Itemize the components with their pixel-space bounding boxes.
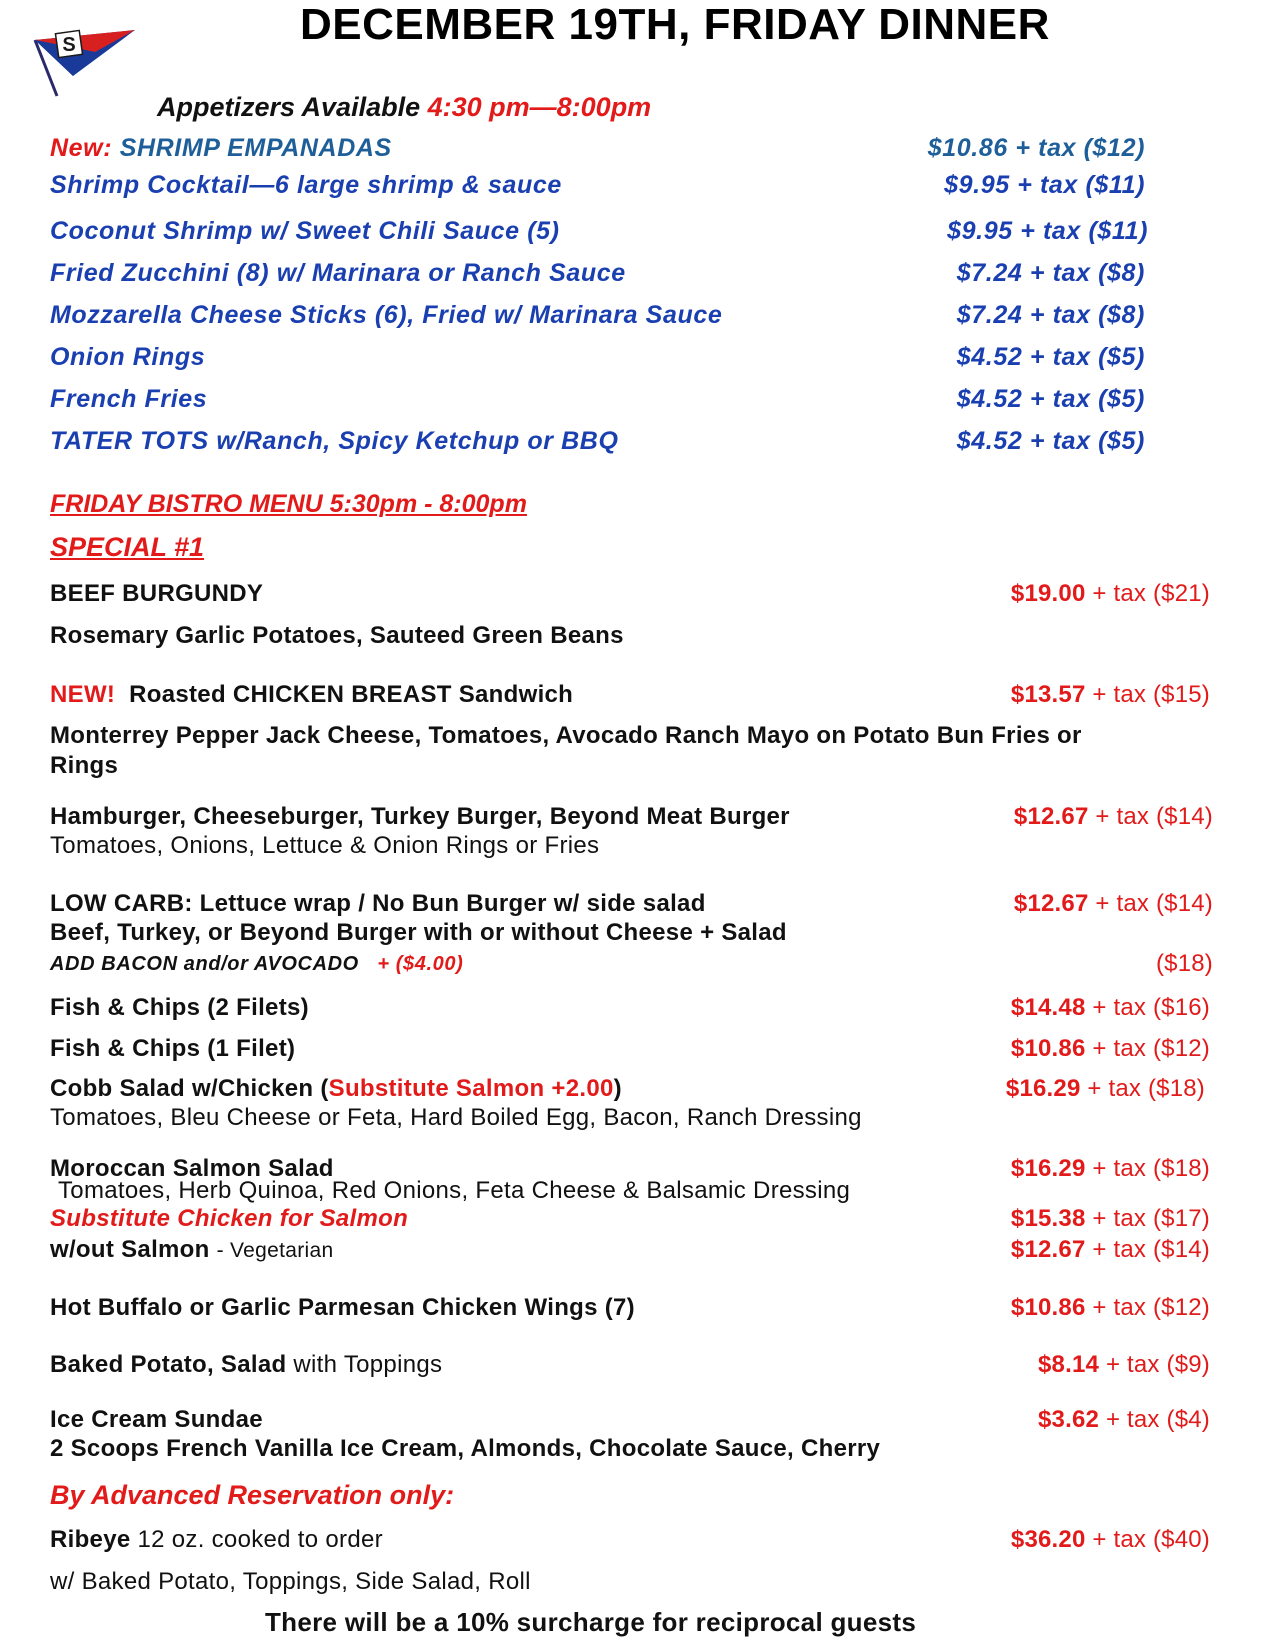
chicken-sandwich-name: NEW! Roasted CHICKEN BREAST Sandwich <box>50 681 574 708</box>
sundae-desc: 2 Scoops French Vanilla Ice Cream, Almonds, Chocolate Sauce, Cherry <box>50 1435 881 1462</box>
baked-potato-name: Baked Potato, Salad with Toppings <box>50 1351 443 1378</box>
chicken-sandwich-desc-cont: Rings <box>50 752 119 779</box>
moroccan-salad-price: $16.29 + tax ($18) <box>1010 1155 1210 1182</box>
vegetarian-price: $12.67 + tax ($14) <box>1010 1236 1210 1263</box>
low-carb-price: $12.67 + tax ($14) <box>1013 890 1213 917</box>
appetizer-price: $9.95 + tax ($11) <box>944 171 1145 199</box>
substitute-chicken-label: Substitute Chicken for Salmon <box>50 1205 409 1232</box>
cobb-salad-desc: Tomatoes, Bleu Cheese or Feta, Hard Boiled Egg, Bacon, Ranch Dressing <box>50 1104 862 1131</box>
appetizers-heading-label: Appetizers Available <box>157 92 421 122</box>
appetizer-name: TATER TOTS w/Ranch, Spicy Ketchup or BBQ <box>50 427 619 455</box>
moroccan-salad-name: Moroccan Salmon Salad <box>50 1155 334 1182</box>
appetizer-name: French Fries <box>50 385 208 413</box>
club-flag-logo <box>15 12 145 97</box>
low-carb-name: LOW CARB: Lettuce wrap / No Bun Burger w/ side salad <box>50 890 706 917</box>
sundae-price: $3.62 + tax ($4) <box>1038 1406 1210 1433</box>
fish-chips-1-name: Fish & Chips (1 Filet) <box>50 1035 296 1062</box>
appetizer-price: $7.24 + tax ($8) <box>956 301 1145 329</box>
beef-burgundy-price: $19.00 + tax ($21) <box>1010 580 1210 607</box>
appetizer-item <box>50 134 392 163</box>
moroccan-salad-desc: Tomatoes, Herb Quinoa, Red Onions, Feta Cheese & Balsamic Dressing <box>58 1177 851 1204</box>
beef-burgundy-desc: Rosemary Garlic Potatoes, Sauteed Green Beans <box>50 622 624 649</box>
new-label: New: <box>50 134 113 162</box>
wings-price: $10.86 + tax ($12) <box>1010 1294 1210 1321</box>
surcharge-note: There will be a 10% surcharge for reciprocal guests <box>265 1607 917 1637</box>
new-label: NEW! <box>50 681 116 708</box>
appetizer-name: Onion Rings <box>50 343 206 371</box>
substitute-chicken-price: $15.38 + tax ($17) <box>1010 1205 1210 1232</box>
cobb-salad-name: Cobb Salad w/Chicken (Substitute Salmon +2.00) <box>50 1075 622 1102</box>
appetizer-price: $4.52 + tax ($5) <box>956 427 1145 455</box>
low-carb-desc: Beef, Turkey, or Beyond Burger with or without Cheese + Salad <box>50 919 787 946</box>
appetizer-name: Fried Zucchini (8) w/ Marinara or Ranch Sauce <box>50 259 626 287</box>
special-heading: SPECIAL #1 <box>50 532 205 562</box>
appetizer-price: $10.86 + tax ($12) <box>927 134 1145 162</box>
sundae-name: Ice Cream Sundae <box>50 1406 263 1433</box>
appetizer-price: $7.24 + tax ($8) <box>956 259 1145 287</box>
appetizer-name: Mozzarella Cheese Sticks (6), Fried w/ Marinara Sauce <box>50 301 723 329</box>
vegetarian-option: w/out Salmon - Vegetarian <box>50 1236 334 1263</box>
appetizer-price: $9.95 + tax ($11) <box>947 217 1148 245</box>
page-title: DECEMBER 19TH, FRIDAY DINNER <box>300 0 1050 49</box>
burger-price: $12.67 + tax ($14) <box>1013 803 1213 830</box>
beef-burgundy-name: BEEF BURGUNDY <box>50 580 264 607</box>
low-carb-addon-total: ($18) <box>1155 950 1213 977</box>
ribeye-name: Ribeye 12 oz. cooked to order <box>50 1526 383 1553</box>
burger-desc: Tomatoes, Onions, Lettuce & Onion Rings or Fries <box>50 832 600 859</box>
wings-name: Hot Buffalo or Garlic Parmesan Chicken Wings (7) <box>50 1294 635 1321</box>
fish-chips-1-price: $10.86 + tax ($12) <box>1010 1035 1210 1062</box>
ribeye-desc: w/ Baked Potato, Toppings, Side Salad, Roll <box>50 1568 531 1595</box>
appetizers-hours: 4:30 pm—8:00pm <box>427 92 652 122</box>
chicken-sandwich-desc: Monterrey Pepper Jack Cheese, Tomatoes, Avocado Ranch Mayo on Potato Bun Fries or <box>50 722 1082 749</box>
fish-chips-2-name: Fish & Chips (2 Filets) <box>50 994 309 1021</box>
ribeye-price: $36.20 + tax ($40) <box>1010 1526 1210 1553</box>
cobb-substitute: Substitute Salmon +2.00 <box>328 1075 614 1102</box>
reservation-heading: By Advanced Reservation only: <box>50 1480 455 1510</box>
appetizer-price: $4.52 + tax ($5) <box>956 385 1145 413</box>
baked-potato-price: $8.14 + tax ($9) <box>1038 1351 1210 1378</box>
burger-name: Hamburger, Cheeseburger, Turkey Burger, Beyond Meat Burger <box>50 803 790 830</box>
low-carb-addon: ADD BACON and/or AVOCADO + ($4.00) <box>50 953 464 975</box>
logo-letter: S <box>62 34 76 56</box>
appetizer-name: Coconut Shrimp w/ Sweet Chili Sauce (5) <box>50 217 560 245</box>
bistro-heading: FRIDAY BISTRO MENU 5:30pm - 8:00pm <box>50 490 527 518</box>
fish-chips-2-price: $14.48 + tax ($16) <box>1010 994 1210 1021</box>
cobb-salad-price: $16.29 + tax ($18) <box>1005 1075 1205 1102</box>
appetizer-name: SHRIMP EMPANADAS <box>119 134 392 162</box>
chicken-sandwich-price: $13.57 + tax ($15) <box>1010 681 1210 708</box>
appetizer-name: Shrimp Cocktail—6 large shrimp & sauce <box>50 171 562 199</box>
appetizers-heading <box>157 92 651 123</box>
appetizer-price: $4.52 + tax ($5) <box>956 343 1145 371</box>
